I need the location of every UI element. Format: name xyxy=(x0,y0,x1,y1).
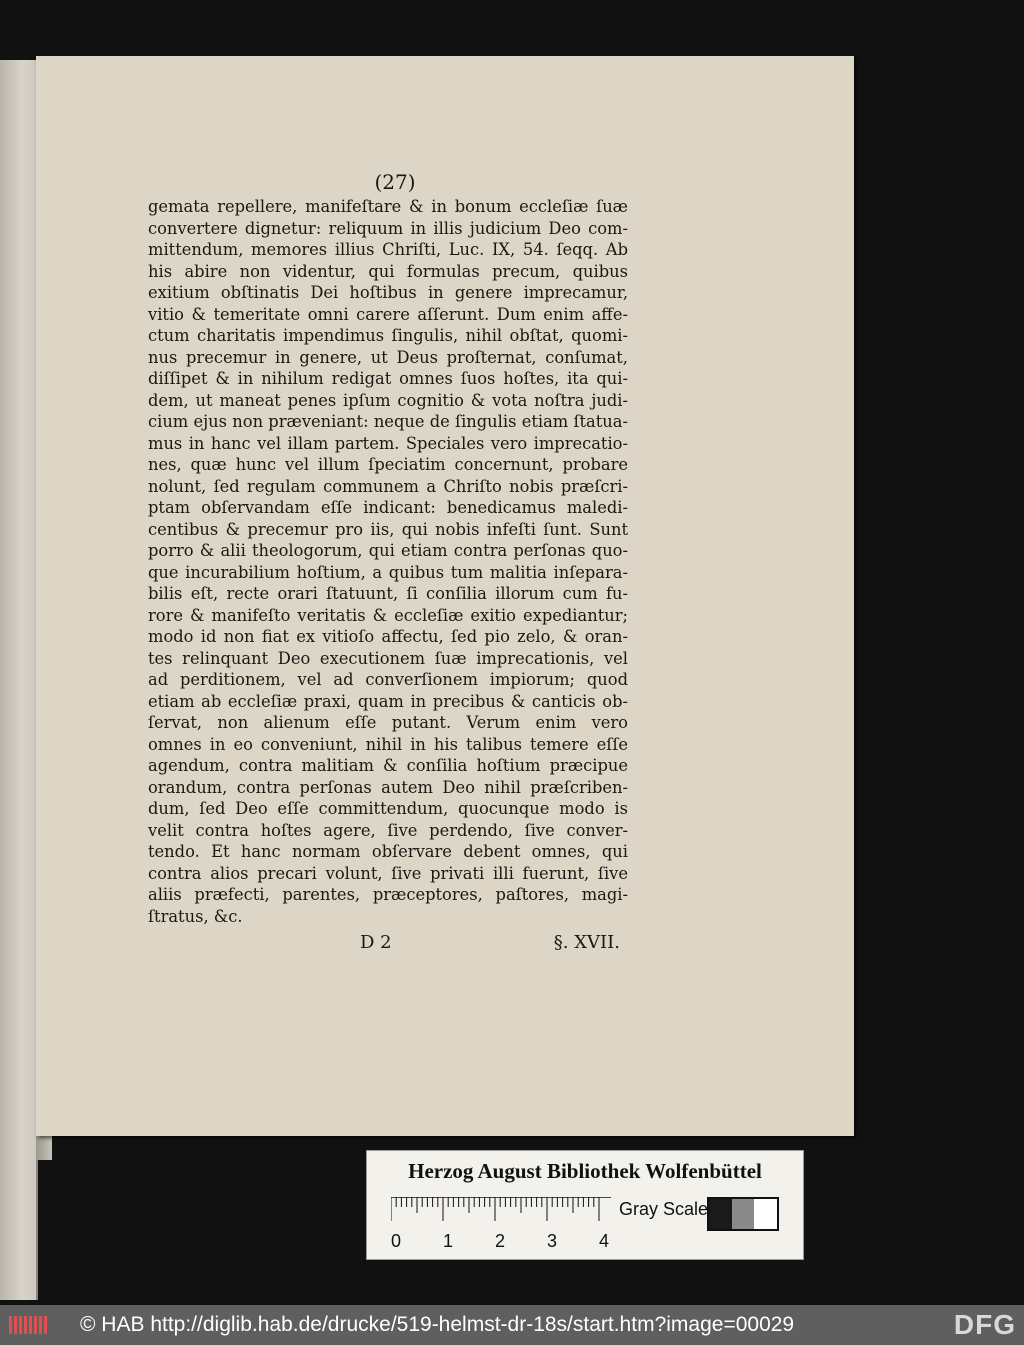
swatch-light xyxy=(754,1199,777,1229)
text-line: ctum charitatis impendimus ſingulis, nihil obſtat, quomi- xyxy=(148,326,628,345)
text-line: aliis præfecti, parentes, præceptores, paſtores, magi- xyxy=(148,885,628,904)
text-line: dum, ſed Deo eſſe committendum, quocunque modo is xyxy=(148,799,628,818)
text-line: his abire non videntur, qui formulas precum, quibus xyxy=(148,261,628,281)
text-line: agendum, contra malitiam & conſilia hoſtium præcipue xyxy=(148,756,628,775)
text-line: vitio & temeritate omni carere aſſerunt. Dum enim affe- xyxy=(148,304,628,324)
text-line: nolunt, ſed regulam communem a Chriſto nobis præſcri- xyxy=(148,476,628,496)
text-line: gemata repellere, manifeſtare & in bonum eccleſiæ ſuæ xyxy=(148,197,628,216)
text-line: cium ejus non præveniant: neque de ſingulis etiam ſtatua- xyxy=(148,412,628,431)
text-line: ſervat, non alienum eſſe putant. Verum enim vero xyxy=(148,713,628,732)
text-line: velit contra hoſtes agere, ſive perdendo, ſive conver- xyxy=(148,820,628,840)
library-name: Herzog August Bibliothek Wolfenbüttel xyxy=(408,1159,762,1183)
catchword: §. XVII. xyxy=(553,932,620,953)
text-line: dem, ut maneat penes ipſum cognitio & vota noſtra judi- xyxy=(148,390,628,410)
page-footer xyxy=(360,932,620,958)
text-line: que incurabilium hoſtium, a quibus tum malitia inſepara- xyxy=(148,562,628,582)
text-line: omnes in eo conveniunt, nihil in his talibus temere eſſe xyxy=(148,734,628,754)
text-line: orandum, contra perſonas autem Deo nihil præſcriben- xyxy=(148,777,628,797)
source-url[interactable]: © HAB http://diglib.hab.de/drucke/519-helmst-dr-18s/start.htm?image=00029 xyxy=(80,1313,795,1336)
ruler-number-3: 3 xyxy=(547,1231,558,1251)
text-line: nes, quæ hunc vel illum ſpeciatim concernunt, probare xyxy=(148,455,628,474)
text-line: modo id non fiat ex vitioſo affectu, ſed pio zelo, & oran- xyxy=(148,627,628,646)
text-line: mus in hanc vel illam partem. Speciales vero imprecatio- xyxy=(148,433,628,453)
text-line: ptam obſervandam eſſe indicant: benedicamus maledi- xyxy=(148,498,628,517)
ruler-number-2: 2 xyxy=(495,1231,506,1251)
gray-scale-swatch xyxy=(707,1197,779,1231)
page-number: (27) xyxy=(374,170,416,194)
signature-mark: D 2 xyxy=(360,932,392,953)
dfg-logo: DFG xyxy=(953,1309,1016,1340)
text-line: ad perditionem, vel ad converſionem impiorum; quod xyxy=(148,670,628,689)
ruler-number-0: 0 xyxy=(391,1231,402,1251)
text-line: contra alios precari volunt, ſive privati illi fuerunt, ſive xyxy=(148,863,628,883)
text-line: tendo. Et hanc normam obſervare debent omnes, qui xyxy=(148,842,628,861)
swatch-dark xyxy=(709,1199,732,1229)
text-line: nus precemur in genere, ut Deus proſternat, conſumat, xyxy=(148,347,628,367)
ruler-number-1: 1 xyxy=(443,1231,454,1251)
ruler-scale xyxy=(391,1197,611,1225)
swatch-mid xyxy=(732,1199,755,1229)
gray-scale-label: Gray Scale xyxy=(619,1199,709,1219)
text-line: convertere dignetur: reliquum in illis judicium Deo com- xyxy=(148,218,628,238)
body-text xyxy=(148,196,628,927)
text-line: exitium obſtinatis Dei hoſtibus in genere imprecamur, xyxy=(148,283,628,302)
text-line: etiam ab eccleſiæ praxi, quam in precibus & canticis ob- xyxy=(148,691,628,711)
text-line: porro & alii theologorum, qui etiam contra perſonas quo- xyxy=(148,541,628,560)
text-line: centibus & precemur pro iis, qui nobis infeſti ſunt. Sunt xyxy=(148,519,628,539)
page-header xyxy=(330,170,460,196)
text-line: ſtratus, &c. xyxy=(148,906,243,926)
text-line: bilis eſt, recte orari ſtatuunt, ſi conſilia illorum cum fu- xyxy=(148,584,628,603)
text-line: mittendum, memores illius Chriſti, Luc. IX, 54. ſeqq. Ab xyxy=(148,240,628,259)
library-color-card xyxy=(366,1150,804,1260)
text-line: diſſipet & in nihilum redigat omnes ſuos hoſtes, ita qui- xyxy=(148,369,628,388)
status-bar xyxy=(0,1305,1024,1345)
hab-logo-icon xyxy=(8,1313,48,1337)
previous-page-edge xyxy=(0,60,38,1300)
text-line: rore & manifeſto veritatis & eccleſiæ exitio expediantur; xyxy=(148,605,628,625)
ruler-number-4: 4 xyxy=(599,1231,610,1251)
text-line: tes relinquant Deo executionem ſuæ imprecationis, vel xyxy=(148,648,628,668)
